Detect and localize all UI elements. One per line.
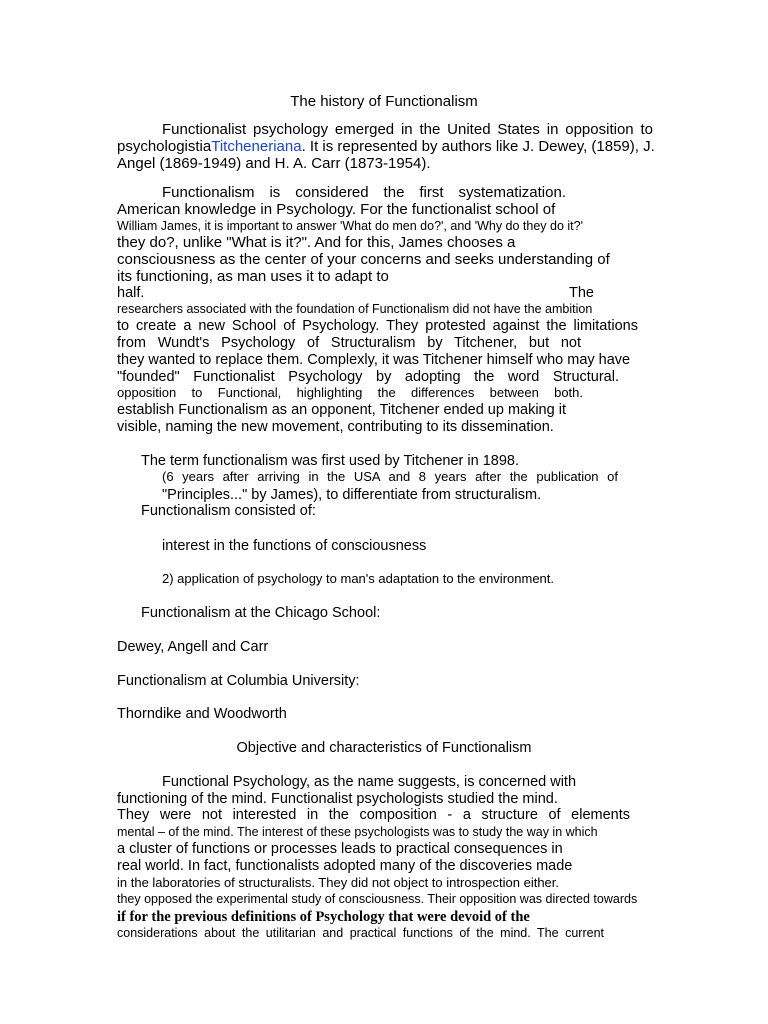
p3-line-5: a cluster of functions or processes leads to practical consequences in	[117, 841, 563, 857]
p2-line-7a: half.	[117, 285, 145, 301]
p3-line-9: if for the previous definitions of Psychology that were devoid of the	[117, 909, 530, 925]
p3-line-1: Functional Psychology, as the name suggests, is concerned with	[162, 774, 577, 790]
p2-line-9: to create a new School of Psychology. They protested against the limitations	[117, 318, 638, 334]
titcheneriana-link[interactable]: Titcheneriana	[211, 138, 302, 155]
p2-line-2: American knowledge in Psychology. For the functionalist school of	[117, 201, 556, 218]
bullet-2: Functionalism consisted of:	[141, 503, 316, 519]
p2-line-14: establish Functionalism as an opponent, Titchener ended up making it	[117, 402, 566, 418]
columbia-heading: Functionalism at Columbia University:	[117, 673, 360, 689]
p1-line-2	[117, 138, 669, 155]
p1-line-2-rest: . It is represented by authors like J. Dewey, (1859), J.	[301, 138, 655, 155]
p1-line-1: Functionalist psychology emerged in the United States in opposition to	[162, 121, 653, 138]
p3-line-7: in the laboratories of structuralists. They did not object to introspection either.	[117, 875, 559, 890]
p2-line-3: William James, it is important to answer 'What do men do?', and 'Why do they do it?'	[117, 219, 583, 233]
bullet-3: Functionalism at the Chicago School:	[141, 605, 381, 621]
p1-line-2-text: psychologistia	[117, 138, 212, 155]
p1-line-3: Angel (1869-1949) and H. A. Carr (1873-1954).	[117, 155, 431, 172]
p2-line-1: Functionalism is considered the first systematization.	[162, 184, 566, 201]
p2-line-8: researchers associated with the foundation of Functionalism did not have the ambition	[117, 302, 593, 316]
columbia-names: Thorndike and Woodworth	[117, 706, 287, 722]
p3-line-3: They were not interested in the composition - a structure of elements	[117, 807, 630, 823]
p3-line-2: functioning of the mind. Functionalist psychologists studied the mind.	[117, 791, 558, 807]
p2-line-12: "founded" Functionalist Psychology by adopting the word Structural.	[117, 369, 619, 385]
p3-line-6: real world. In fact, functionalists adopted many of the discoveries made	[117, 858, 573, 874]
p2-line-6: its functioning, as man uses it to adapt to	[117, 268, 389, 285]
bullet-2-item-1: interest in the functions of consciousness	[162, 538, 427, 554]
bullet-1-sub-2: "Principles..." by James), to differentiate from structuralism.	[162, 487, 542, 503]
chicago-names: Dewey, Angell and Carr	[117, 639, 269, 655]
p3-line-10: considerations about the utilitarian and practical functions of the mind. The current	[117, 926, 604, 940]
section-2-title: Objective and characteristics of Functionalism	[236, 740, 532, 756]
page-title: The history of Functionalism	[290, 93, 478, 110]
p3-line-8: they opposed the experimental study of consciousness. Their opposition was directed towards	[117, 892, 638, 906]
p2-line-7b: The	[569, 285, 594, 301]
p2-line-13: opposition to Functional, highlighting the differences between both.	[117, 385, 583, 400]
p2-line-10: from Wundt's Psychology of Structuralism by Titchener, but not	[117, 335, 581, 351]
p2-line-4: they do?, unlike "What is it?". And for this, James chooses a	[117, 234, 516, 251]
bullet-2-item-2: 2) application of psychology to man's adaptation to the environment.	[162, 571, 554, 586]
bullet-1-sub-1: (6 years after arriving in the USA and 8 years after the publication of	[162, 469, 618, 484]
p2-line-15: visible, naming the new movement, contributing to its dissemination.	[117, 419, 554, 435]
bullet-1: The term functionalism was first used by Titchener in 1898.	[141, 453, 519, 469]
p3-line-4: mental – of the mind. The interest of these psychologists was to study the way in which	[117, 825, 598, 839]
p2-line-11: they wanted to replace them. Complexly, it was Titchener himself who may have	[117, 352, 631, 368]
p2-line-5: consciousness as the center of your concerns and seeks understanding of	[117, 251, 610, 268]
